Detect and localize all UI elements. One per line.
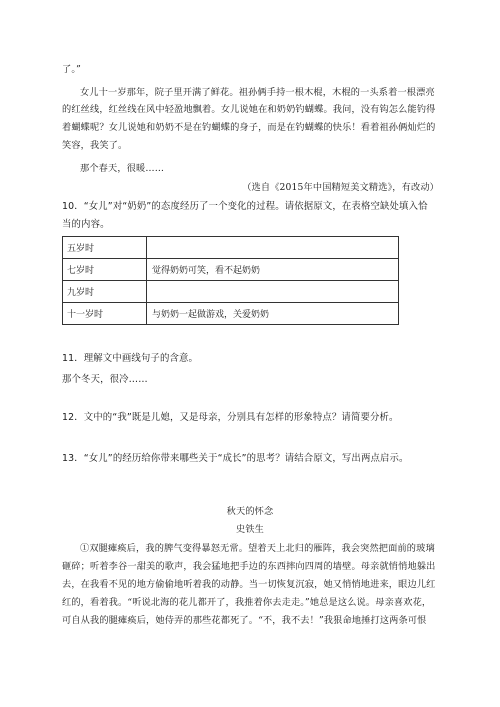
question-13: 13．“女儿”的经历给你带来哪些关于“成长”的思考？请结合原文，写出两点启示。 [62, 453, 409, 464]
passage-line: 着蝴蝶呢？女儿说她和奶奶不是在钓蝴蝶的身子，而是在钓蝴蝶的快乐！看着祖孙俩灿烂的 [62, 122, 436, 133]
article-line: 红的，看着我。“听说北海的花儿都开了，我推着你去走走。”她总是这么说。母亲喜欢花， [62, 597, 432, 608]
age-cell: 九岁时 [63, 281, 147, 303]
answer-cell[interactable] [147, 281, 399, 303]
question-10: 10．“女儿”对“奶奶”的态度经历了一个变化的过程。请依据原文，在表格空缺处填入恰 [62, 201, 428, 212]
passage-line: 那个春天，很暖…… [80, 163, 165, 174]
question-12: 12．文中的“我”既是儿媳，又是母亲，分别具有怎样的形象特点？请简要分析。 [62, 412, 399, 423]
article-author: 史铁生 [235, 524, 264, 535]
article-line: 可自从我的腿瘫痪后，她侍弄的那些花都死了。“不，我不去！”我狠命地捶打这两条可恨 [62, 615, 427, 626]
article-title: 秋天的怀念 [226, 506, 274, 517]
question-11: 11．理解文中画线句子的含意。 [62, 353, 199, 364]
answer-table [62, 236, 399, 325]
age-cell: 七岁时 [63, 259, 147, 281]
table-row [63, 237, 399, 259]
answer-cell[interactable]: 与奶奶一起做游戏，关爱奶奶 [147, 303, 399, 325]
question-10-cont: 当的内容。 [62, 219, 110, 230]
article-line: 砸碎；听着李谷一甜美的歌声，我会猛地把手边的东西摔向四周的墙壁。母亲就悄悄地躲出 [62, 561, 436, 572]
table-row [63, 303, 399, 325]
article-line: ①双腿瘫痪后，我的脾气变得暴怒无常。望着天上北归的雁阵，我会突然把面前的玻璃 [80, 543, 435, 554]
age-cell: 十一岁时 [63, 303, 147, 325]
table-row [63, 259, 399, 281]
article-line: 去，在我看不见的地方偷偷地听着我的动静。当一切恢复沉寂，她又悄悄地进来，眼边儿红 [62, 579, 436, 590]
passage-line: 的红丝线，红丝线在风中轻盈地飘着。女儿说她在和奶奶钓蝴蝶。我问，没有钩怎么能钓得 [62, 104, 436, 115]
passage-line: 女儿十一岁那年，院子里开满了鲜花。祖孙俩手持一根木棍，木棍的一头系着一根漂亮 [80, 87, 435, 98]
age-cell: 五岁时 [63, 237, 147, 259]
answer-cell[interactable] [147, 237, 399, 259]
passage-source: （选自《2015年中国精短美文精选》，有改动） [242, 182, 439, 193]
passage-line: 了。” [62, 64, 81, 75]
passage-line: 笑容，我笑了。 [62, 140, 128, 151]
answer-cell[interactable]: 觉得奶奶可笑，看不起奶奶 [147, 259, 399, 281]
table-row [63, 281, 399, 303]
question-11-quote: 那个冬天，很冷…… [62, 374, 148, 385]
